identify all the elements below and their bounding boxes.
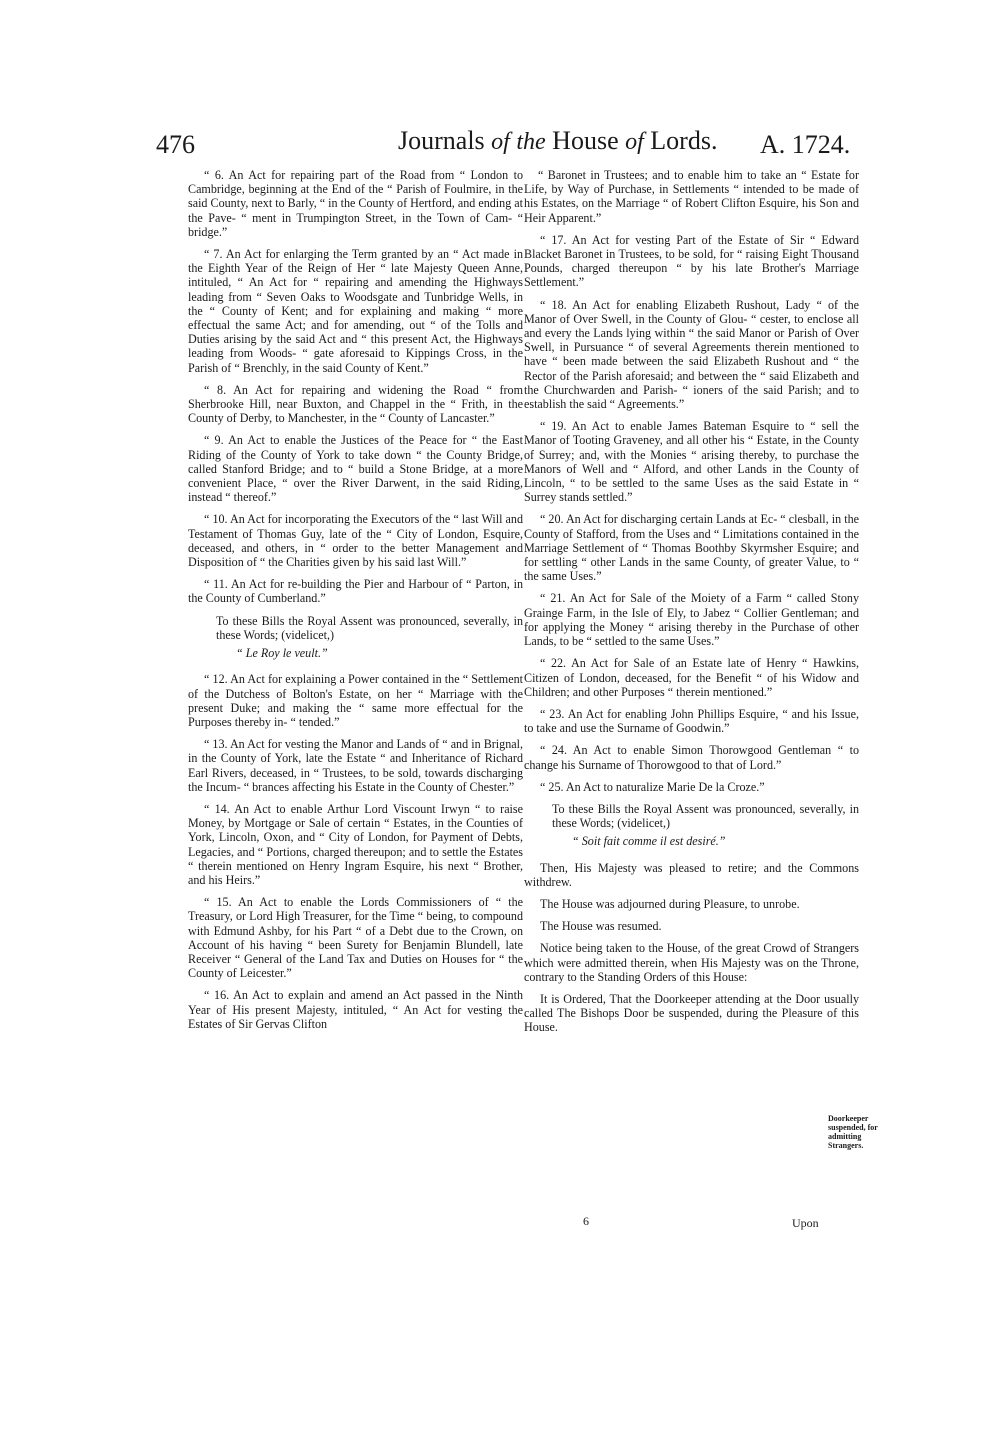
act-23: “ 23. An Act for enabling John Phillips Esquire, “ and his Issue, to take and use the Surname of Goodwin.” [524, 706, 859, 736]
royal-assent-note: To these Bills the Royal Assent was pronounced, severally, in these Words; (videlicet,) [216, 613, 523, 642]
royal-assent-note: To these Bills the Royal Assent was pronounced, severally, in these Words; (videlicet,) [552, 801, 859, 831]
act-6: “ 6. An Act for repairing part of the Road from “ London to Cambridge, beginning at the End of the “ Parish of Foulmire, in the said County, next to Barly, “ in the County of Hertford, and ending at the Pave- “ ment in Trumpington Street, in the Town of Cam- “ bridge.” [188, 168, 523, 239]
order-paragraph: It is Ordered, That the Doorkeeper attending at the Door usually called The Bishops Door be suspended, during the Pleasure of this House. [524, 991, 859, 1035]
act-10: “ 10. An Act for incorporating the Executors of the “ last Will and Testament of Thomas Guy, late of the “ City of London, Esquire, deceased, and others, in “ order to the better Management and Disposition of “ the Charities given by his said last Will.” [188, 512, 523, 570]
running-title [398, 126, 717, 156]
catchword: Upon [792, 1216, 819, 1230]
year-heading: A. 1724. [760, 130, 851, 159]
act-16: “ 16. An Act to explain and amend an Act passed in the Ninth Year of His present Majesty, intituled, “ An Act for vesting the Estates of Sir Gervas Clifton [188, 988, 523, 1031]
act-7: “ 7. An Act for enlarging the Term granted by an “ Act made in the Eighth Year of the Reign of Her “ late Majesty Queen Anne, intituled, “ An Act for “ repairing and amending the Highways leading from “ Seven Oaks to Woodsgate and Tunbridge Wells, in the “ County of Kent; and for explaining and making “ more effectual the same Act; and for amending, out “ of the Tolls and Duties arising by the said Act and “ this present Act, the Highways leading from Woods- “ gate aforesaid to Kippings Cross, in the Parish of “ Brenchly, in the said County of Kent.” [188, 247, 523, 375]
assent-formula: “ Soit fait comme il est desiré.” [572, 834, 726, 849]
act-21: “ 21. An Act for Sale of the Moiety of a Farm “ called Stony Grainge Farm, in the Isle of Ely, to Jabez “ Collier Gentleman; and for applying the Money “ arising thereby in the Purchase of other Lands, to be “ settled to the same Uses.” [524, 591, 859, 649]
act-15: “ 15. An Act to enable the Lords Commissioners of “ the Treasury, or Lord High Treasurer, for the Time “ being, to compound with Edmund Ashby, for his Part “ of a Debt due to the Crown, on Account of his having “ been Surety for Benjamin Blundell, late Receiver “ General of the Land Tax and Duties on Houses for “ the County of Leicester.” [188, 895, 523, 981]
act-11: “ 11. An Act for re-building the Pier and Harbour of “ Parton, in the County of Cumberland.” [188, 577, 523, 606]
act-13: “ 13. An Act for vesting the Manor and Lands of “ and in Brignal, in the County of York, late the Estate “ and Inheritance of Richard Earl Rivers, deceased, in “ Trustees, to be sold, towards discharging the Incum- “ brances affecting his Estate in the County of Chester.” [188, 737, 523, 794]
act-12: “ 12. An Act for explaining a Power contained in the “ Settlement of the Dutchess of Bolton's Estate, on her “ Marriage with the present Duke; and making the “ same more effectual for the Purposes thereby in- “ tended.” [188, 672, 523, 729]
act-20: “ 20. An Act for discharging certain Lands at Ec- “ clesball, in the County of Stafford, from the Uses and “ Limitations contained in the Marriage Settlement of “ Thomas Boothby Skyrmsher Esquire; and for settling “ other Lands in the same County, of greater Value, to “ the same Uses.” [524, 512, 859, 584]
right-column [524, 168, 859, 1043]
signature-mark: 6 [583, 1214, 589, 1228]
act-8: “ 8. An Act for repairing and widening the Road “ from Sherbrooke Hill, near Buxton, and Chappel in the “ Frith, in the County of Derby, to Manchester, in the “ County of Lancaster.” [188, 382, 523, 426]
act-22: “ 22. An Act for Sale of an Estate late of Henry “ Hawkins, Citizen of London, deceased, for the Benefit “ of his Widow and Children; and other Purposes “ therein mentioned.” [524, 656, 859, 699]
act-18: “ 18. An Act for enabling Elizabeth Rushout, Lady “ of the Manor of Over Swell, in the County of Glou- “ cester, to enclose all and every the Lands lying within “ the said Manor or Parish of Over Swell, in Pursuance “ of several Agreements therein mentioned to have “ been made between the said Elizabeth Rushout and “ the Rector of the Parish aforesaid; and between the “ said Elizabeth and the Churchwarden and Parish- “ ioners of the said Parish; and to establish the said “ Agreements.” [524, 297, 859, 412]
majesty-retires: Then, His Majesty was pleased to retire; and the Commons withdrew. [524, 860, 859, 889]
act-25: “ 25. An Act to naturalize Marie De la Croze.” [540, 779, 765, 794]
house-resumed: The House was resumed. [540, 919, 662, 934]
title-word: of [491, 129, 510, 155]
page-number: 476 [156, 130, 195, 159]
notice-paragraph: Notice being taken to the House, of the great Crowd of Strangers which were admitted therein, when His Majesty was on the Throne, contrary to the Standing Orders of this House: [524, 941, 859, 984]
act-19: “ 19. An Act to enable James Bateman Esquire to “ sell the Manor of Tooting Graveney, and all other his “ Estate, in the County of Surrey; and, with the Monies “ arising thereby, to purchase the Manors of Well and “ Alford, and other Lands in the County of Lincoln, “ to be settled to the same Uses as the said Estate in “ Surrey stands settled.” [524, 419, 859, 505]
act-14: “ 14. An Act to enable Arthur Lord Viscount Irwyn “ to raise Money, by Mortgage or Sale of certain “ Estates, in the Counties of York, Lincoln, Oxon, and “ City of London, for Payment of Debts, Legacies, and “ Portions, charged thereupon; and to settle the Estates “ therein mentioned on Henry Ingram Esquire, his next “ Brother, and his Heirs.” [188, 801, 523, 887]
title-word: House [552, 126, 619, 155]
act-17: “ 17. An Act for vesting Part of the Estate of Sir “ Edward Blacket Baronet in Trustees, to be sold, for “ raising Eight Thousand Pounds, charged thereupon “ by his late Brother's Marriage Settlement.” [524, 232, 859, 290]
title-word: of [625, 129, 644, 155]
title-word: Lords. [650, 126, 718, 155]
act-24: “ 24. An Act to enable Simon Thorowgood Gentleman “ to change his Surname of Thorowgood to that of Lord.” [524, 743, 859, 772]
act-16-continued: “ Baronet in Trustees; and to enable him to take an “ Estate for Life, by Way of Purchase, in Settlements “ intended to be made of his Estates, on the Marriage “ of Robert Clifton Esquire, his Son and Heir Apparent.” [524, 168, 859, 225]
act-9: “ 9. An Act to enable the Justices of the Peace for “ the East Riding of the County of York to take down “ the County Bridge, called Stanford Bridge; and to “ build a Stone Bridge, at a more convenient Place, “ over the River Darwent, in the said Riding, instead “ thereof.” [188, 433, 523, 505]
assent-formula: “ Le Roy le veult.” [236, 646, 328, 661]
title-word: Journals [398, 126, 485, 155]
title-word: the [516, 129, 546, 155]
margin-note: Doorkeeper suspended, for admitting Strangers. [828, 1114, 878, 1150]
house-adjourned: The House was adjourned during Pleasure, to unrobe. [540, 896, 800, 911]
left-column [188, 168, 523, 1039]
